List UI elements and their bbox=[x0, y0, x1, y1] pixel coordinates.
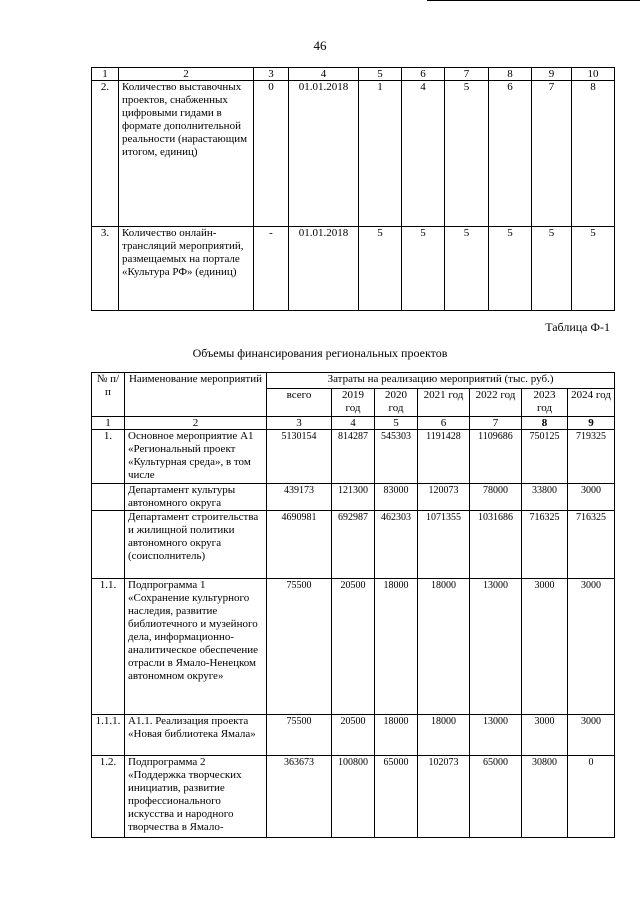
year-value: 65000 bbox=[375, 756, 418, 838]
table1-header-row bbox=[92, 68, 615, 81]
indicator-name: Количество выставочных проектов, снабженных цифровыми гидами в формате дополнительной реальности (нарастающим итогом, единиц) bbox=[119, 81, 254, 227]
table-row bbox=[92, 484, 615, 511]
table1-header-cell: 7 bbox=[445, 68, 489, 81]
table-row bbox=[92, 579, 615, 715]
row-number: 1. bbox=[92, 430, 125, 484]
year-value: 1031686 bbox=[470, 511, 522, 579]
year-value: 1109686 bbox=[470, 430, 522, 484]
header-year: 2022 год bbox=[470, 389, 522, 417]
base-date: 01.01.2018 bbox=[289, 81, 359, 227]
header-year: 2023 год bbox=[522, 389, 568, 417]
value-cell: 5 bbox=[402, 227, 445, 311]
year-value: 716325 bbox=[568, 511, 615, 579]
top-rule bbox=[427, 0, 640, 1]
activity-name: Департамент строительства и жилищной политики автономного округа (соисполнитель) bbox=[125, 511, 267, 579]
indicator-name: Количество онлайн-трансляций мероприятий, размещаемых на портале «Культура РФ» (единиц) bbox=[119, 227, 254, 311]
year-value: 120073 bbox=[418, 484, 470, 511]
total-value: 4690981 bbox=[267, 511, 332, 579]
row-number: 2. bbox=[92, 81, 119, 227]
value-cell: 5 bbox=[445, 227, 489, 311]
table-row bbox=[92, 511, 615, 579]
year-value: 20500 bbox=[332, 715, 375, 756]
year-value: 30800 bbox=[522, 756, 568, 838]
index-cell: 1 bbox=[92, 417, 125, 430]
year-value: 20500 bbox=[332, 579, 375, 715]
index-row bbox=[92, 417, 615, 430]
year-value: 545303 bbox=[375, 430, 418, 484]
year-value: 65000 bbox=[470, 756, 522, 838]
header-year: 2019 год bbox=[332, 389, 375, 417]
header-name: Наименование мероприятий bbox=[125, 373, 267, 417]
year-value: 1191428 bbox=[418, 430, 470, 484]
table1-header-cell: 1 bbox=[92, 68, 119, 81]
index-cell: 6 bbox=[418, 417, 470, 430]
row-number: 3. bbox=[92, 227, 119, 311]
row-number: 1.1. bbox=[92, 579, 125, 715]
index-cell: 9 bbox=[568, 417, 615, 430]
year-value: 100800 bbox=[332, 756, 375, 838]
activity-name: Департамент культуры автономного округа bbox=[125, 484, 267, 511]
year-value: 692987 bbox=[332, 511, 375, 579]
value-cell: 5 bbox=[572, 227, 615, 311]
year-value: 13000 bbox=[470, 579, 522, 715]
year-value: 78000 bbox=[470, 484, 522, 511]
header-total: всего bbox=[267, 389, 332, 417]
year-value: 18000 bbox=[375, 715, 418, 756]
row-number bbox=[92, 511, 125, 579]
value-cell: 8 bbox=[572, 81, 615, 227]
table1-header-cell: 2 bbox=[119, 68, 254, 81]
activity-name: Подпрограмма 1 «Сохранение культурного наследия, развитие библиотечного и музейного дела, информационно-аналитическое обеспечение отрасли в Ямало-Ненецком автономном округе» bbox=[125, 579, 267, 715]
header-num: № п/п bbox=[92, 373, 125, 417]
year-value: 750125 bbox=[522, 430, 568, 484]
year-value: 18000 bbox=[375, 579, 418, 715]
year-value: 102073 bbox=[418, 756, 470, 838]
index-cell: 3 bbox=[267, 417, 332, 430]
table1-header-cell: 3 bbox=[254, 68, 289, 81]
table-row bbox=[92, 430, 615, 484]
index-cell: 7 bbox=[470, 417, 522, 430]
activity-name: Основное мероприятие А1 «Региональный проект «Культурная среда», в том числе bbox=[125, 430, 267, 484]
table-row bbox=[92, 756, 615, 838]
value-cell: 5 bbox=[359, 227, 402, 311]
table1-header-cell: 10 bbox=[572, 68, 615, 81]
value-cell: 5 bbox=[489, 227, 532, 311]
year-value: 462303 bbox=[375, 511, 418, 579]
year-value: 13000 bbox=[470, 715, 522, 756]
table1-header-cell: 4 bbox=[289, 68, 359, 81]
year-value: 3000 bbox=[522, 579, 568, 715]
activity-name: Подпрограмма 2 «Поддержка творческих инициатив, развитие профессионального искусства и народного творчества в Ямало- bbox=[125, 756, 267, 838]
row-number bbox=[92, 484, 125, 511]
financing-table bbox=[91, 372, 615, 838]
value-cell: 7 bbox=[532, 81, 572, 227]
year-value: 719325 bbox=[568, 430, 615, 484]
table1-header-cell: 9 bbox=[532, 68, 572, 81]
row-number: 1.2. bbox=[92, 756, 125, 838]
total-value: 75500 bbox=[267, 579, 332, 715]
total-value: 5130154 bbox=[267, 430, 332, 484]
year-value: 716325 bbox=[522, 511, 568, 579]
base-value: 0 bbox=[254, 81, 289, 227]
table-title: Объемы финансирования региональных проектов bbox=[192, 346, 448, 360]
value-cell: 6 bbox=[489, 81, 532, 227]
table1-header-cell: 6 bbox=[402, 68, 445, 81]
year-value: 33800 bbox=[522, 484, 568, 511]
year-value: 3000 bbox=[568, 715, 615, 756]
total-value: 363673 bbox=[267, 756, 332, 838]
value-cell: 5 bbox=[445, 81, 489, 227]
index-cell: 4 bbox=[332, 417, 375, 430]
year-value: 18000 bbox=[418, 579, 470, 715]
activity-name: А1.1. Реализация проекта «Новая библиотека Ямала» bbox=[125, 715, 267, 756]
table1-header-cell: 8 bbox=[489, 68, 532, 81]
value-cell: 4 bbox=[402, 81, 445, 227]
year-value: 3000 bbox=[568, 579, 615, 715]
base-value: - bbox=[254, 227, 289, 311]
row-number: 1.1.1. bbox=[92, 715, 125, 756]
year-value: 1071355 bbox=[418, 511, 470, 579]
table-label: Таблица Ф-1 bbox=[545, 320, 610, 334]
header-row-top bbox=[92, 373, 615, 389]
year-value: 0 bbox=[568, 756, 615, 838]
base-date: 01.01.2018 bbox=[289, 227, 359, 311]
table-row bbox=[92, 227, 615, 311]
page-number: 46 bbox=[313, 38, 327, 53]
total-value: 75500 bbox=[267, 715, 332, 756]
value-cell: 1 bbox=[359, 81, 402, 227]
year-value: 83000 bbox=[375, 484, 418, 511]
header-costs: Затраты на реализацию мероприятий (тыс. руб.) bbox=[267, 373, 615, 389]
index-cell: 8 bbox=[522, 417, 568, 430]
year-value: 121300 bbox=[332, 484, 375, 511]
index-cell: 5 bbox=[375, 417, 418, 430]
header-year: 2024 год bbox=[568, 389, 615, 417]
index-cell: 2 bbox=[125, 417, 267, 430]
table-row bbox=[92, 81, 615, 227]
year-value: 3000 bbox=[568, 484, 615, 511]
year-value: 18000 bbox=[418, 715, 470, 756]
indicators-table bbox=[91, 67, 615, 311]
header-year: 2021 год bbox=[418, 389, 470, 417]
table-row bbox=[92, 715, 615, 756]
value-cell: 5 bbox=[532, 227, 572, 311]
table1-header-cell: 5 bbox=[359, 68, 402, 81]
header-year: 2020 год bbox=[375, 389, 418, 417]
year-value: 814287 bbox=[332, 430, 375, 484]
year-value: 3000 bbox=[522, 715, 568, 756]
total-value: 439173 bbox=[267, 484, 332, 511]
